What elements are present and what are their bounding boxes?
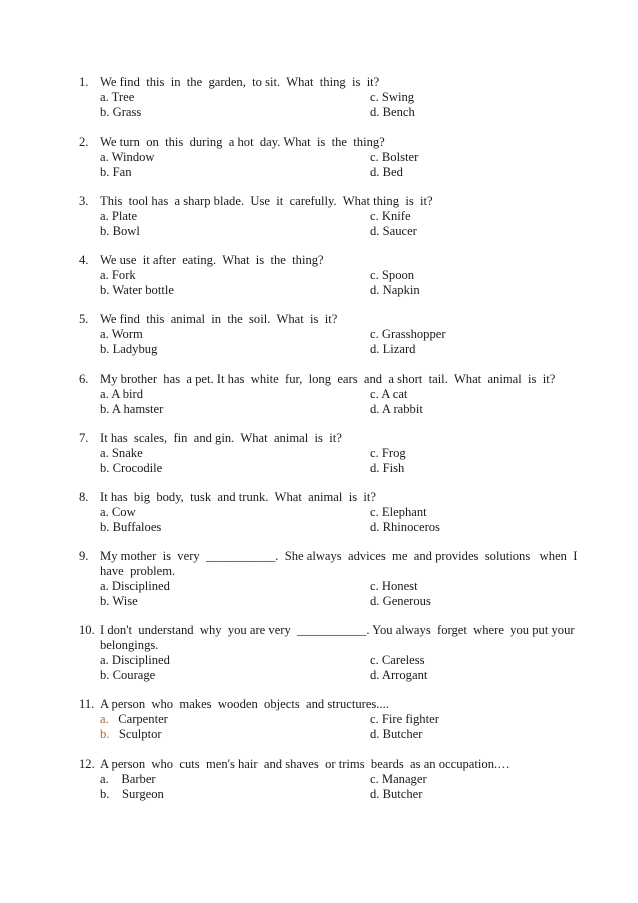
- option-a: a. A bird: [100, 387, 144, 401]
- option-b: b. Buffaloes: [100, 520, 162, 534]
- question-number: 10.: [79, 623, 95, 637]
- option-a: [100, 712, 168, 727]
- options: [100, 387, 599, 417]
- option-c: c. Swing: [370, 90, 415, 104]
- options: [100, 268, 599, 298]
- option-a: a. Disciplined: [100, 579, 170, 593]
- question-11: [79, 697, 599, 742]
- option-d: d. Saucer: [370, 224, 417, 238]
- options: [100, 446, 599, 476]
- option-a: a. Worm: [100, 327, 143, 341]
- option-word: Carpenter: [118, 712, 168, 726]
- option-b: b. Ladybug: [100, 342, 158, 356]
- option-d: d. Fish: [370, 461, 405, 475]
- question-number: 5.: [79, 312, 89, 326]
- question-number: 4.: [79, 253, 89, 267]
- options: [100, 327, 599, 357]
- option-a: a. Plate: [100, 209, 138, 223]
- option-b: b. Wise: [100, 594, 138, 608]
- question-number: 8.: [79, 490, 89, 504]
- option-c: c. Manager: [370, 772, 427, 786]
- question-number: 3.: [79, 194, 89, 208]
- option-letter: b.: [100, 727, 110, 741]
- question-2: [79, 135, 599, 180]
- option-d: d. Arrogant: [370, 668, 428, 682]
- question-5: [79, 312, 599, 357]
- option-b: b. Bowl: [100, 224, 140, 238]
- option-d: d. Generous: [370, 594, 431, 608]
- option-a: a. Tree: [100, 90, 135, 104]
- question-1: [79, 75, 599, 120]
- question-text: We use it after eating. What is the thing?: [100, 253, 324, 267]
- question-text: It has big body, tusk and trunk. What animal is it?: [100, 490, 376, 504]
- option-b: b. Grass: [100, 105, 142, 119]
- options: [100, 712, 599, 742]
- question-4: [79, 253, 599, 298]
- question-number: 2.: [79, 135, 89, 149]
- option-b: b. A hamster: [100, 402, 164, 416]
- question-text: We turn on this during a hot day. What is the thing?: [100, 135, 385, 149]
- question-number: 11.: [79, 697, 95, 711]
- option-word: Surgeon: [122, 787, 164, 801]
- question-text: I don't understand why you are very ___________. You always forget where you put your belongings.: [100, 623, 575, 652]
- option-c: c. Honest: [370, 579, 418, 593]
- question-text: It has scales, fin and gin. What animal is it?: [100, 431, 342, 445]
- option-a: a. Cow: [100, 505, 136, 519]
- options: [100, 150, 599, 180]
- option-c: c. Fire fighter: [370, 712, 439, 726]
- question-text: A person who makes wooden objects and structures....: [100, 697, 389, 711]
- question-text: We find this in the garden, to sit. What thing is it?: [100, 75, 380, 89]
- question-7: [79, 431, 599, 476]
- option-d: d. Bed: [370, 165, 403, 179]
- question-text: A person who cuts men's hair and shaves or trims beards as an occupation.…: [100, 757, 510, 771]
- question-8: [79, 490, 599, 535]
- option-c: c. Bolster: [370, 150, 419, 164]
- option-b: b. Crocodile: [100, 461, 163, 475]
- question-number: 1.: [79, 75, 89, 89]
- option-c: c. Careless: [370, 653, 425, 667]
- option-a: a. Window: [100, 150, 155, 164]
- option-a: a. Disciplined: [100, 653, 170, 667]
- option-d: d. Napkin: [370, 283, 420, 297]
- option-b: b. Water bottle: [100, 283, 174, 297]
- options: [100, 579, 599, 609]
- question-12: [79, 757, 599, 802]
- option-a: a. Fork: [100, 268, 136, 282]
- option-b: [100, 727, 162, 742]
- question-number: 9.: [79, 549, 89, 563]
- options: [100, 209, 599, 239]
- options: [100, 90, 599, 120]
- question-6: [79, 372, 599, 417]
- question-text: My mother is very ___________. She always advices me and provides solutions when I have problem.: [100, 549, 578, 578]
- option-d: d. Rhinoceros: [370, 520, 440, 534]
- option-b: b. Fan: [100, 165, 132, 179]
- option-c: c. Spoon: [370, 268, 415, 282]
- question-3: [79, 194, 599, 239]
- option-d: d. Butcher: [370, 727, 423, 741]
- option-c: c. Elephant: [370, 505, 427, 519]
- option-b: b. Courage: [100, 668, 156, 682]
- question-text: This tool has a sharp blade. Use it carefully. What thing is it?: [100, 194, 433, 208]
- option-d: d. A rabbit: [370, 402, 423, 416]
- option-letter: a.: [100, 712, 109, 726]
- option-c: c. A cat: [370, 387, 408, 401]
- option-d: d. Bench: [370, 105, 415, 119]
- question-text: We find this animal in the soil. What is it?: [100, 312, 338, 326]
- question-9: [79, 549, 599, 609]
- options: [100, 505, 599, 535]
- option-c: c. Grasshopper: [370, 327, 446, 341]
- options: [100, 772, 599, 802]
- option-d: d. Butcher: [370, 787, 423, 801]
- option-b: [100, 787, 164, 802]
- option-a: a. Snake: [100, 446, 143, 460]
- option-word: Barber: [121, 772, 156, 786]
- options: [100, 653, 599, 683]
- question-number: 7.: [79, 431, 89, 445]
- question-number: 12.: [79, 757, 95, 771]
- option-a: [100, 772, 156, 787]
- option-letter: b.: [100, 787, 110, 801]
- option-c: c. Knife: [370, 209, 411, 223]
- question-text: My brother has a pet. It has white fur, long ears and a short tail. What animal is it?: [100, 372, 556, 386]
- option-d: d. Lizard: [370, 342, 416, 356]
- question-number: 6.: [79, 372, 89, 386]
- option-word: Sculptor: [118, 727, 162, 741]
- option-letter: a.: [100, 772, 109, 786]
- option-c: c. Frog: [370, 446, 406, 460]
- question-10: [79, 623, 599, 683]
